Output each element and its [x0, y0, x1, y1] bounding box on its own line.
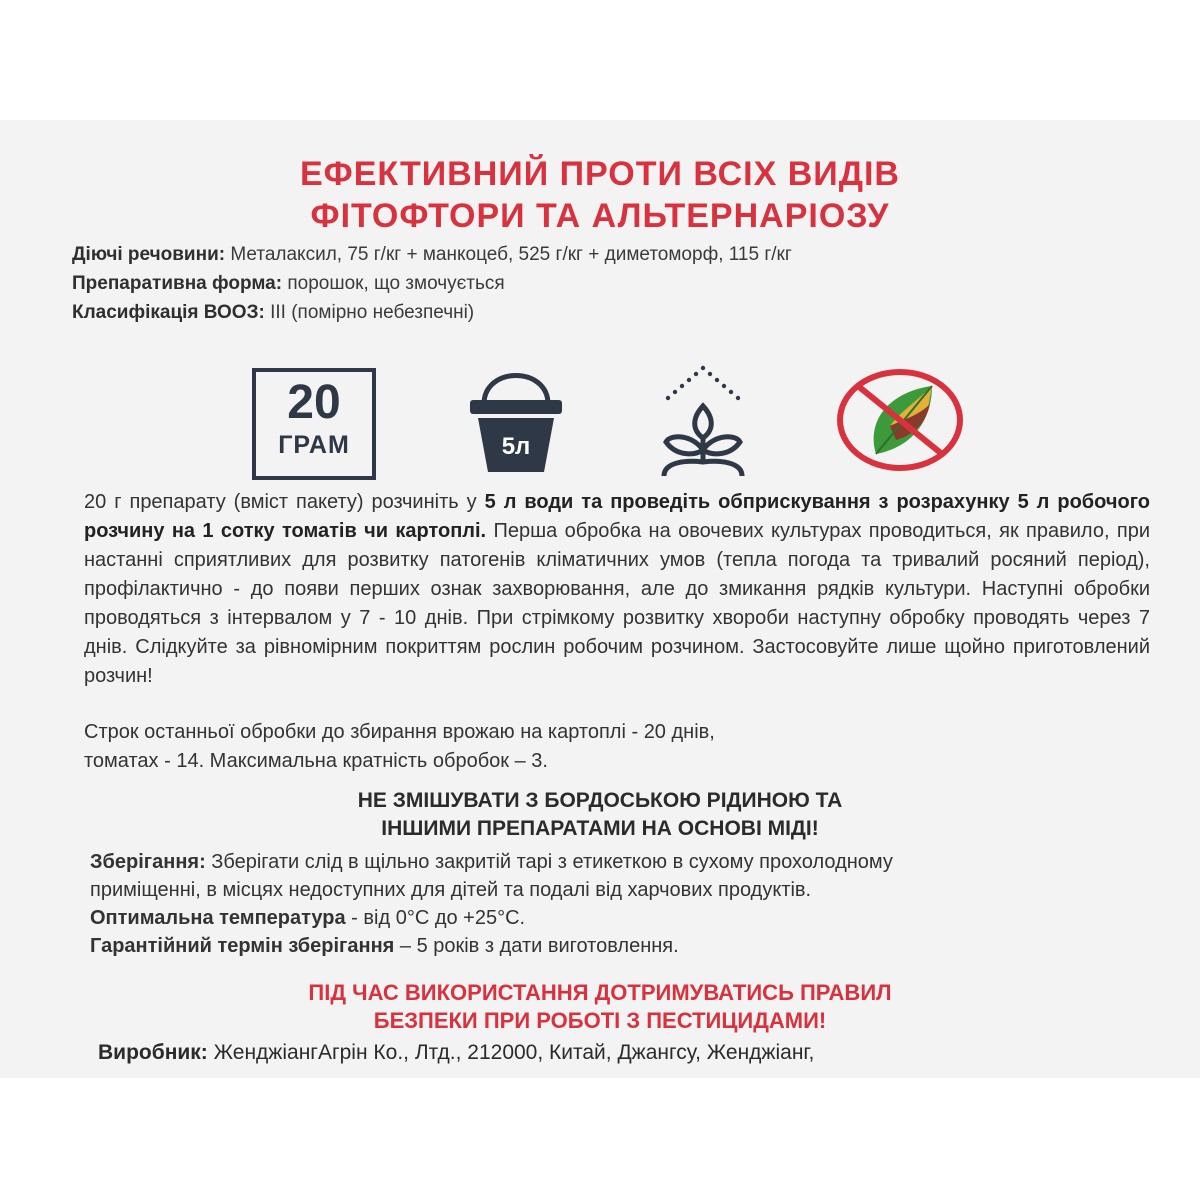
safety-warning-line-1: ПІД ЧАС ВИКОРИСТАННЯ ДОТРИМУВАТИСЬ ПРАВИЛ	[308, 980, 892, 1005]
property-active-ingredients: Діючі речовини: Металаксил, 75 г/кг + манкоцеб, 525 г/кг + диметоморф, 115 г/кг	[72, 244, 792, 265]
headline-line-2: ФІТОФТОРИ ТА АЛЬТЕРНАРІОЗУ	[310, 197, 890, 235]
dose-20g-icon	[252, 368, 376, 480]
product-label	[0, 120, 1200, 1078]
storage-section: Зберігання: Зберігати слід в щільно закритій тарі з етикеткою в сухому прохолодному приміщенні, в місцях недоступних для дітей та подалі від харчових продуктів. Оптимальна температура - від 0°C до +25°C. Гарантійний термін зберігання – 5 років з дати виготовлення.	[90, 851, 893, 957]
no-mix-warning-line-2: ІНШИМИ ПРЕПАРАТАМИ НА ОСНОВІ МІДІ!	[381, 817, 819, 840]
dose-number: 20	[287, 376, 341, 429]
harvest-interval-paragraph: Строк останньої обробки до збирання врожаю на картоплі - 20 днів, томатах - 14. Максимальна кратність обробок – 3.	[84, 721, 715, 772]
dose-unit: ГРАМ	[278, 431, 350, 459]
bucket-icon	[466, 366, 566, 476]
property-who-class: Класифікація ВООЗ: ІІІ (помірно небезпечні)	[72, 302, 475, 323]
no-mix-warning-line-1: НЕ ЗМІШУВАТИ З БОРДОСЬКОЮ РІДИНОЮ ТА	[357, 789, 843, 812]
safety-warning-line-2: БЕЗПЕКИ ПРИ РОБОТІ З ПЕСТИЦИДАМИ!	[373, 1008, 827, 1033]
instructions-paragraph: 20 г препарату (вміст пакету) розчиніть у 5 л води та проведіть обприскування з розрахунку 5 л робочого розчину на 1 сотку томатів чи картоплі. Перша обробка на овочевих культурах проводиться, як правило, при настанні сприятливих для розвитку патогенів кліматичних умов (тепла погода та тривалий росяний період), профілактично - до появи перших ознак захворювання, але до змикання рядків культури. Наступні обробки проводяться з інтервалом у 7 - 10 днів. При стрімкому розвитку хвороби наступну обробку проводять через 7 днів. Слідкуйте за рівномірним покриттям рослин робочим розчином. Застосовуйте лише щойно приготовлений розчин!	[84, 491, 1150, 687]
bucket-volume: 5л	[501, 433, 531, 460]
manufacturer-line: Виробник: ЖенджіангАгрін Ко., Лтд., 212000, Китай, Джангсу, Женджіанг,	[98, 1041, 815, 1064]
properties-list	[72, 240, 792, 327]
no-eating-leaf-icon	[836, 368, 964, 472]
sprouting-plant-icon	[656, 364, 750, 478]
property-formulation: Препаративна форма: порошок, що змочується	[72, 273, 505, 294]
headline-line-1: ЕФЕКТИВНИЙ ПРОТИ ВСІХ ВИДІВ	[300, 155, 900, 193]
